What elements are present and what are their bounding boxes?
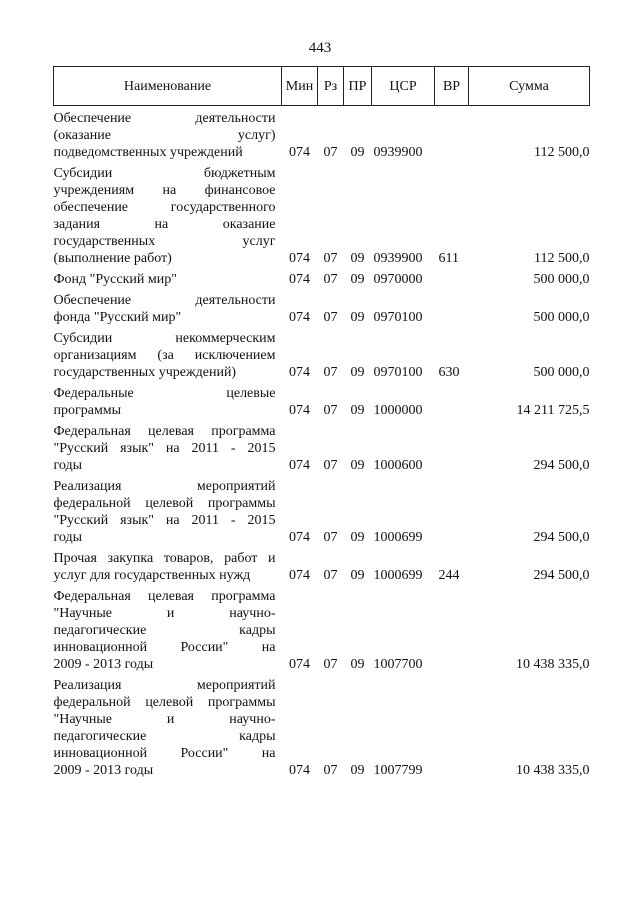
row-rz: 07 [323,403,338,418]
row-name [54,546,282,584]
row-name-line: "Научные и научно- [53,606,276,621]
row-min: 074 [289,657,310,672]
header-sum: Сумма [469,67,590,106]
header-rz: Рз [318,67,344,106]
row-name-line: (выполнение работ) [53,251,172,266]
row-min: 074 [289,145,310,160]
row-vr [435,419,469,474]
row-sum: 10 438 335,0 [516,657,590,672]
row-vr [435,288,469,326]
row-pr: 09 [350,310,365,325]
row-pr: 09 [350,365,365,380]
row-name-line: Федеральная целевая программа [53,589,276,604]
row-pr: 09 [350,145,365,160]
row-min: 074 [289,310,310,325]
row-name-line: (оказание услуг) [53,128,276,143]
row-rz: 07 [323,251,338,266]
row-csr: 0970100 [373,365,423,380]
row-pr: 09 [350,272,365,287]
row-name-line: государственных услуг [53,234,276,249]
row-name-line: федеральной целевой программы [53,695,276,710]
row-csr: 1007700 [373,657,423,672]
row-vr [435,267,469,288]
table-row [54,326,590,381]
row-pr: 09 [350,458,365,473]
row-vr [435,584,469,673]
table-row [54,584,590,673]
row-pr: 09 [350,568,365,583]
row-vr [435,474,469,546]
row-csr: 1000699 [373,530,423,545]
header-min: Мин [282,67,318,106]
row-name-line: Обеспечение деятельности [53,293,276,308]
row-min: 074 [289,568,310,583]
row-pr: 09 [350,403,365,418]
row-vr: 244 [438,568,460,583]
header-vr: ВР [435,67,469,106]
header-pr: ПР [344,67,372,106]
row-name [54,288,282,326]
row-sum: 14 211 725,5 [516,403,590,418]
row-sum: 10 438 335,0 [516,763,590,778]
row-name-line: инновационной России" на [53,746,276,761]
row-vr [435,381,469,419]
row-name-line: "Русский язык" на 2011 - 2015 [53,441,276,456]
row-vr [435,106,469,162]
row-csr: 0970100 [373,310,423,325]
row-name-line: инновационной России" на [53,640,276,655]
row-name [54,267,282,288]
table-row [54,106,590,162]
row-name [54,584,282,673]
row-min: 074 [289,403,310,418]
row-name-line: фонда "Русский мир" [53,310,182,325]
table-row [54,381,590,419]
row-name-line: 2009 - 2013 годы [53,657,154,672]
row-name-line: программы [53,403,122,418]
row-sum: 112 500,0 [534,145,590,160]
row-min: 074 [289,272,310,287]
row-sum: 112 500,0 [534,251,590,266]
row-name [54,381,282,419]
row-vr: 630 [438,365,460,380]
row-name-line: "Русский язык" на 2011 - 2015 [53,513,276,528]
row-name-line: Обеспечение деятельности [53,111,276,126]
row-name [54,326,282,381]
header-name: Наименование [54,67,282,106]
table-row [54,474,590,546]
row-name [54,106,282,162]
row-name-line: годы [53,458,83,473]
row-name-line: 2009 - 2013 годы [53,763,154,778]
row-name-line: педагогические кадры [53,623,276,638]
budget-table [53,66,590,779]
row-sum: 294 500,0 [533,458,590,473]
row-sum: 500 000,0 [533,272,590,287]
row-csr: 1000600 [373,458,423,473]
row-name [54,161,282,267]
row-pr: 09 [350,251,365,266]
row-name-line: задания на оказание [53,217,276,232]
row-name-line: учреждениям на финансовое [53,183,276,198]
row-sum: 294 500,0 [533,530,590,545]
row-name-line: подведомственных учреждений [53,145,243,160]
row-rz: 07 [323,568,338,583]
table-row [54,267,590,288]
page-number: 443 [308,40,332,56]
row-pr: 09 [350,657,365,672]
row-csr: 0939900 [373,145,423,160]
row-min: 074 [289,763,310,778]
row-name-line: организациям (за исключением [53,348,276,363]
row-rz: 07 [323,763,338,778]
row-name [54,474,282,546]
row-min: 074 [289,251,310,266]
row-name-line: Федеральная целевая программа [53,424,276,439]
row-name-line: Субсидии некоммерческим [53,331,276,346]
row-name-line: Федеральные целевые [53,386,276,401]
row-min: 074 [289,530,310,545]
row-name-line: Субсидии бюджетным [53,166,276,181]
row-rz: 07 [323,310,338,325]
row-csr: 1007799 [373,763,423,778]
row-rz: 07 [323,272,338,287]
row-name [54,419,282,474]
row-rz: 07 [323,657,338,672]
table-body [54,106,590,780]
row-name-line: педагогические кадры [53,729,276,744]
table-header-row [54,67,590,106]
row-name [54,673,282,779]
row-rz: 07 [323,145,338,160]
header-csr: ЦСР [372,67,435,106]
row-sum: 500 000,0 [533,365,590,380]
row-pr: 09 [350,763,365,778]
row-name-line: федеральной целевой программы [53,496,276,511]
table-row [54,546,590,584]
table-row [54,161,590,267]
row-csr: 1000000 [373,403,423,418]
table-row [54,673,590,779]
row-name-line: "Научные и научно- [53,712,276,727]
row-name-line: обеспечение государственного [53,200,276,215]
row-name-line: годы [53,530,83,545]
row-name-line: государственных учреждений) [53,365,237,380]
row-rz: 07 [323,530,338,545]
row-name-line: услуг для государственных нужд [53,568,251,583]
row-name-line: Прочая закупка товаров, работ и [53,551,276,566]
row-rz: 07 [323,458,338,473]
row-min: 074 [289,365,310,380]
row-min: 074 [289,458,310,473]
row-csr: 1000699 [373,568,423,583]
row-vr: 611 [438,251,459,266]
row-pr: 09 [350,530,365,545]
row-vr [435,673,469,779]
row-rz: 07 [323,365,338,380]
row-name-line: Реализация мероприятий [53,479,276,494]
row-csr: 0970000 [373,272,423,287]
row-sum: 500 000,0 [533,310,590,325]
row-csr: 0939900 [373,251,423,266]
table-row [54,288,590,326]
table-row [54,419,590,474]
row-name-line: Реализация мероприятий [53,678,276,693]
row-name-line: Фонд "Русский мир" [53,272,177,287]
row-sum: 294 500,0 [533,568,590,583]
